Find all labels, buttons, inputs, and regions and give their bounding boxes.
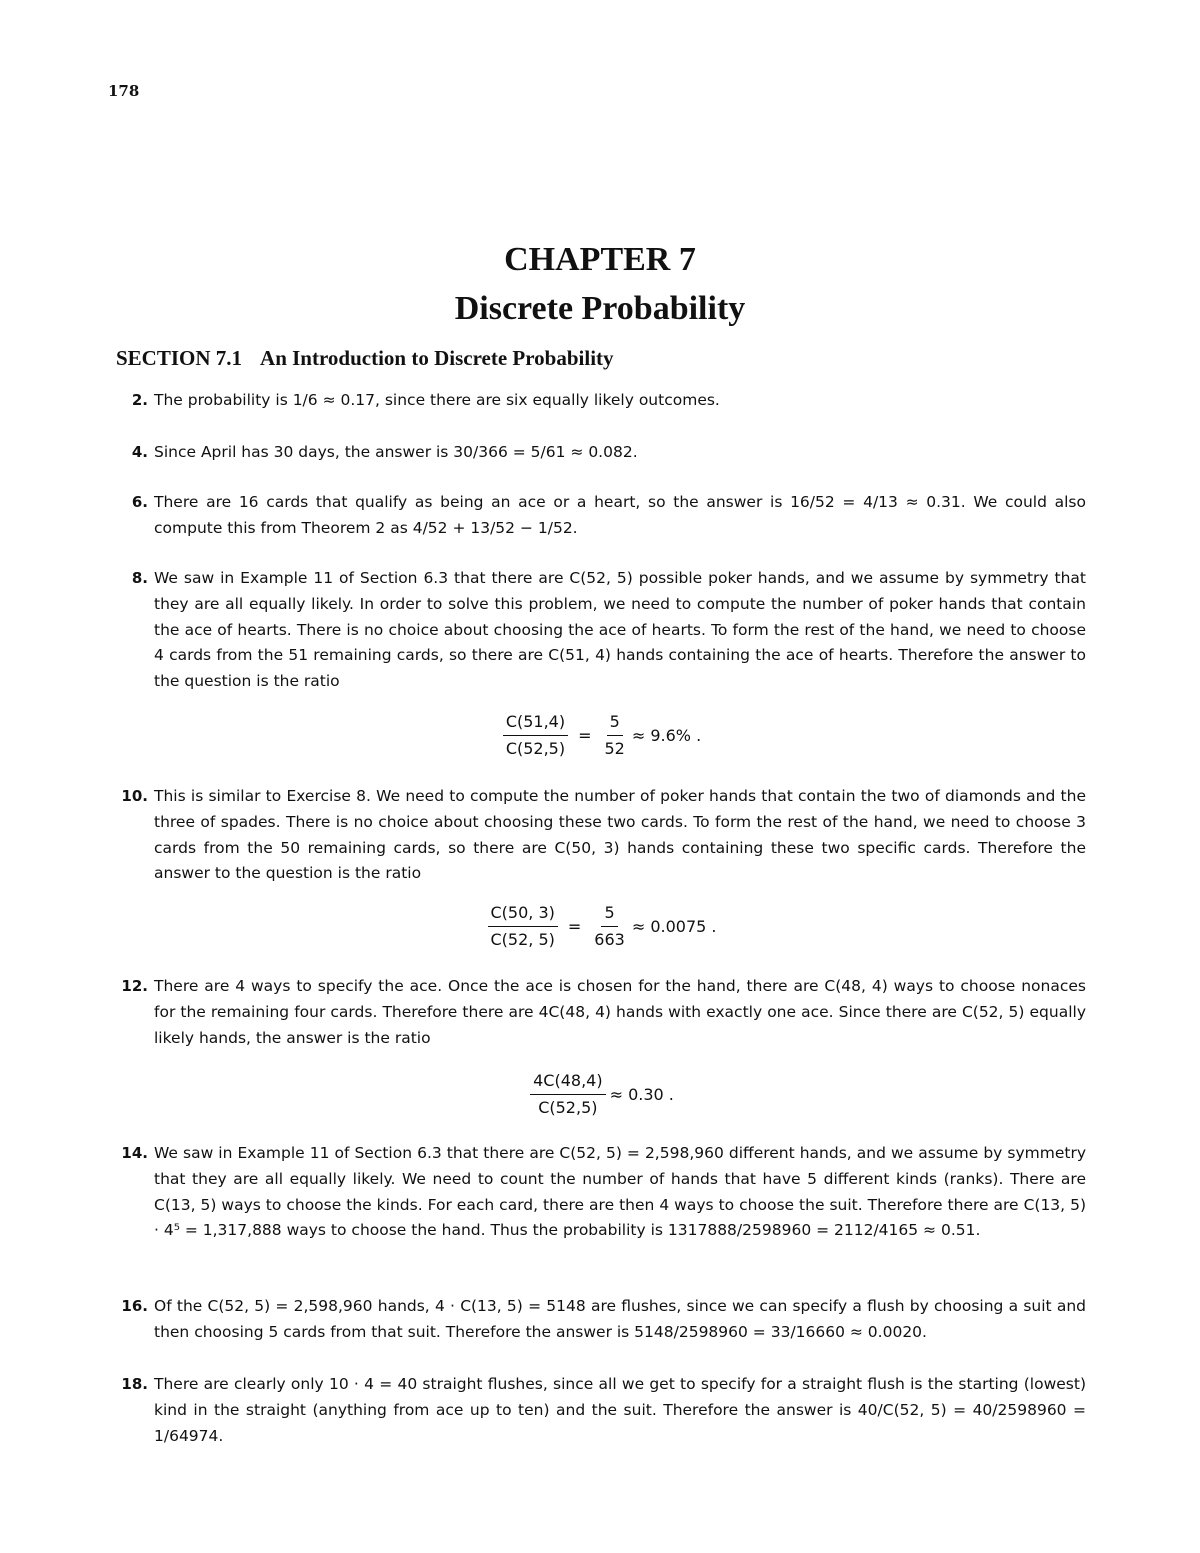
equation-result: ≈ 9.6% .: [631, 725, 702, 745]
fraction-denominator: C(52,5): [538, 1097, 598, 1117]
exercise-text: There are 16 cards that qualify as being an ace or a heart, so the answer is 16/52 = 4/13 ≈ 0.31. We could also compute this from Theorem 2 as 4/52 + 13/52 − 1/52.: [154, 493, 1086, 537]
fraction-numerator: 5: [607, 711, 623, 736]
exercise-text: Of the C(52, 5) = 2,598,960 hands, 4 · C(13, 5) = 5148 are flushes, since we can specify a flush by choosing a suit and then choosing 5 cards from that suit. Therefore the answer is 5148/2598960 = 33/16660 ≈ 0.0020.: [154, 1297, 1086, 1341]
fraction: [530, 1070, 605, 1119]
equation-exercise-12: [0, 1066, 1200, 1122]
section-title: An Introduction to Discrete Probability: [260, 346, 614, 370]
fraction-numerator: C(51,4): [503, 711, 568, 736]
exercise-number: 14.: [121, 1144, 148, 1162]
exercise-number: 10.: [121, 787, 148, 805]
chapter-subtitle: Discrete Probability: [454, 290, 746, 327]
fraction-numerator: C(50, 3): [488, 902, 558, 927]
exercise-number: 6.: [131, 493, 148, 511]
section-heading: [116, 346, 614, 371]
exercise-number: 4.: [131, 443, 148, 461]
exercise-number: 8.: [131, 569, 148, 587]
exercise-text: This is similar to Exercise 8. We need to compute the number of poker hands that contain the two of diamonds and the three of spades. There is no choice about choosing these two cards. To form the rest of the hand, we need to choose 3 cards from the 50 remaining cards, so there are C(50, 3) hands containing these two specific cards. Therefore the answer to the question is the ratio: [154, 787, 1086, 883]
exercise-number: 16.: [121, 1297, 148, 1315]
equation-result: ≈ 0.0075 .: [631, 916, 717, 936]
equals-sign: =: [567, 916, 582, 936]
exercise-number: 2.: [131, 391, 148, 409]
equation-exercise-8: [0, 707, 1200, 763]
exercise-text: We saw in Example 11 of Section 6.3 that there are C(52, 5) possible poker hands, and we assume by symmetry that they are all equally likely. In order to solve this problem, we need to compute the number of poker hands that contain the ace of hearts. There is no choice about choosing the ace of hearts. To form the rest of the hand, we need to choose 4 cards from the 51 remaining cards, so there are C(51, 4) hands containing the ace of hearts. Therefore the answer to the question is the ratio: [154, 569, 1086, 691]
exercise-text: There are clearly only 10 · 4 = 40 straight flushes, since all we get to specify for a straight flush is the starting (lowest) kind in the straight (anything from ace up to ten) and the suit. Therefore the answer is 40/C(52, 5) = 40/2598960 = 1/64974.: [154, 1375, 1086, 1445]
exercise-text: The probability is 1/6 ≈ 0.17, since there are six equally likely outcomes.: [154, 391, 720, 409]
exercise-number: 18.: [121, 1375, 148, 1393]
fraction-numerator: 5: [601, 902, 617, 927]
equation-result: ≈ 0.30 .: [609, 1084, 674, 1104]
fraction: [591, 902, 628, 951]
fraction-denominator: C(52, 5): [490, 929, 555, 949]
section-label: SECTION 7.1: [116, 346, 243, 370]
exercise-number: 12.: [121, 977, 148, 995]
exercise-text: Since April has 30 days, the answer is 30/366 = 5/61 ≈ 0.082.: [154, 443, 638, 461]
fraction: [602, 711, 628, 760]
equals-sign: =: [578, 725, 592, 745]
fraction: [503, 711, 568, 760]
exercise-text: We saw in Example 11 of Section 6.3 that there are C(52, 5) = 2,598,960 different hands, and we assume by symmetry that they are all equally likely. We need to count the number of hands that have 5 different kinds (ranks). There are C(13, 5) ways to choose the kinds. For each card, there are then 4 ways to choose the suit. Therefore there are C(13, 5) · 4⁵ = 1,317,888 ways to choose the hand. Thus the probability is 1317888/2598960 = 2112/4165 ≈ 0.51.: [154, 1144, 1086, 1240]
fraction-denominator: 663: [594, 929, 625, 949]
fraction: [488, 902, 558, 951]
fraction-denominator: 52: [604, 738, 625, 758]
fraction-numerator: 4C(48,4): [530, 1070, 605, 1095]
equation-exercise-10: [0, 898, 1200, 954]
exercise-text: There are 4 ways to specify the ace. Once the ace is chosen for the hand, there are C(48, 4) ways to choose nonaces for the remaining four cards. Therefore there are 4C(48, 4) hands with exactly one ace. Since there are C(52, 5) equally likely hands, the answer is the ratio: [154, 977, 1086, 1047]
chapter-title: CHAPTER 7: [504, 241, 696, 278]
fraction-denominator: C(52,5): [505, 738, 566, 758]
page-number: 178: [108, 82, 140, 100]
